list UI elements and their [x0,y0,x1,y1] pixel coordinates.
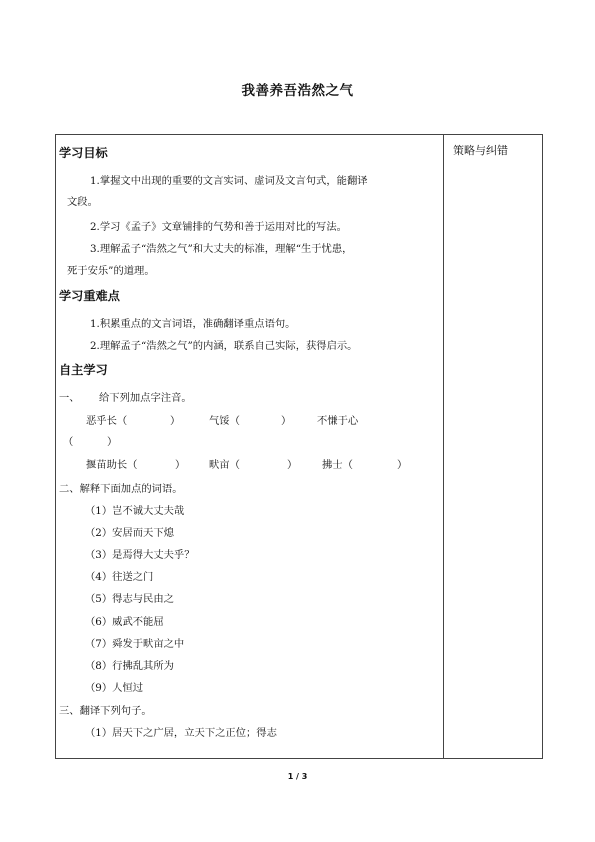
pinyin-item-6: 拂士（ [322,459,353,471]
page-title: 我善养吾浩然之气 [241,83,354,99]
vocab-item: （9）人恒过 [85,682,144,694]
vocab-item: （1）岂不诚大丈夫哉 [85,505,185,517]
pinyin-item-4: 揠苗助长（ [86,459,138,471]
pinyin-item-6-close: ） [397,459,408,471]
goal-item-3: 3.理解孟子“浩然之气”和大丈夫的标准，理解“生于忧患， [90,243,353,255]
vocab-item: （2）安居而天下熄 [85,527,174,539]
pinyin-item-5-close: ） [287,459,298,471]
keypoint-item-2: 2.理解孟子“浩然之气”的内涵，联系自己实际，获得启示。 [90,340,358,352]
pinyin-item-5: 畎亩（ [209,459,240,471]
goal-item-1-cont: 文段。 [67,196,98,208]
pinyin-item-1-close: ） [170,415,181,427]
keypoints-heading: 学习重难点 [59,289,120,303]
goal-item-2: 2.学习《孟子》文章铺排的气势和善于运用对比的写法。 [90,221,347,233]
goal-item-1: 1.掌握文中出现的重要的文言实词、虚词及文言句式，能翻译 [90,175,368,187]
vocab-item: （8）行拂乱其所为 [85,660,174,672]
vocab-item: （3）是焉得大丈夫乎？ [85,549,195,561]
section1-instruction: 给下列加点字注音。 [99,392,192,404]
goals-heading: 学习目标 [59,146,108,160]
column-divider [443,134,444,759]
section3-instruction: 三、翻译下列句子。 [59,705,152,717]
sidebar-column-label: 策略与纠错 [453,144,508,157]
section2-instruction: 二、解释下面加点的词语。 [59,483,183,495]
pinyin-item-3-close: ） [107,436,118,448]
vocab-item: （4）往送之门 [85,571,154,583]
pinyin-item-2-close: ） [281,415,292,427]
keypoint-item-1: 1.积累重点的文言词语，准确翻译重点语句。 [90,318,296,330]
pinyin-item-4-close: ） [175,459,186,471]
goal-item-3-cont: 死于安乐”的道理。 [67,265,155,277]
vocab-item: （5）得志与民由之 [85,593,174,605]
pinyin-item-2: 气馁（ [209,415,240,427]
vocab-item: （7）舜发于畎亩之中 [85,638,185,650]
pinyin-item-3-open: （ [63,436,74,448]
translate-item-1: （1）居天下之广居，立天下之正位；得志 [85,727,277,739]
page-number: 1 / 3 [287,772,308,781]
section1-label: 一、 [59,392,80,404]
pinyin-item-3: 不慊于心 [317,415,359,427]
self-study-heading: 自主学习 [59,363,108,377]
pinyin-item-1: 恶乎长（ [86,415,128,427]
vocab-item: （6）威武不能屈 [85,616,164,628]
